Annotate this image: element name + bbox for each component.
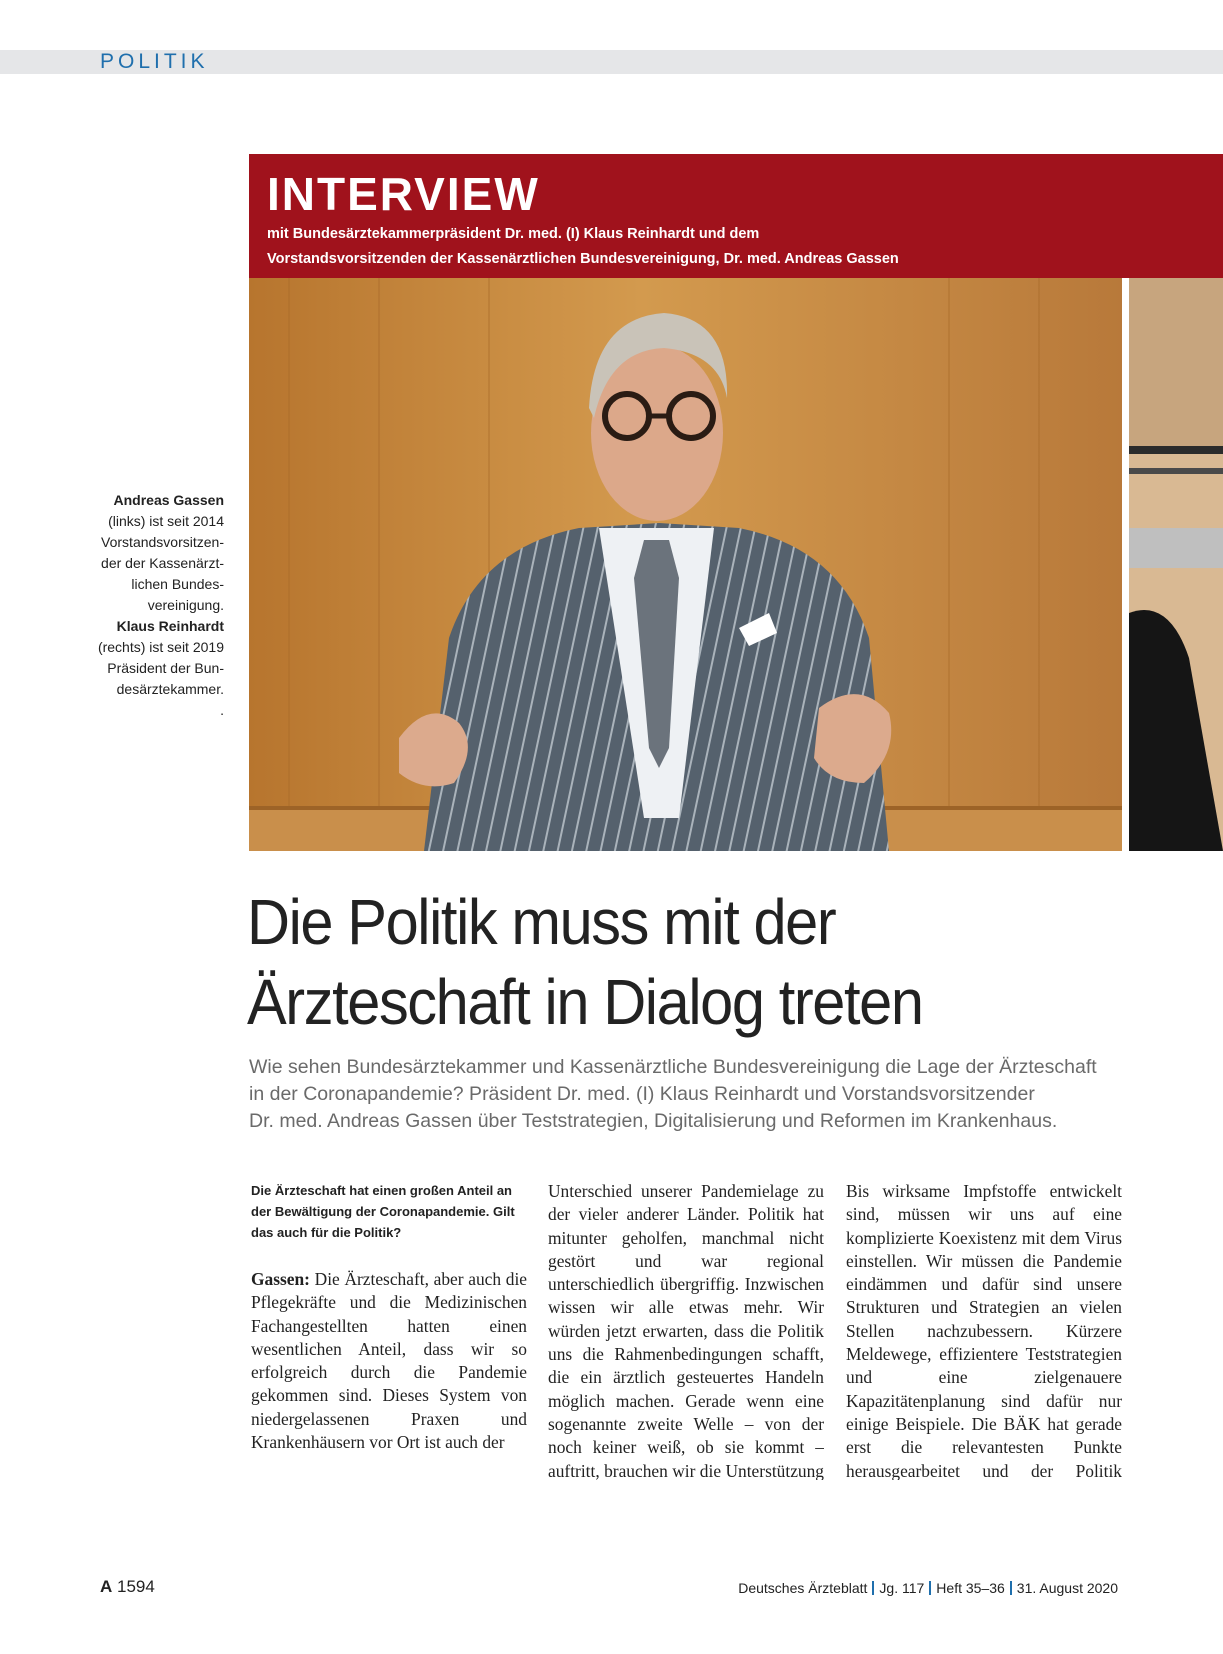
caption-line: . [220,702,224,718]
caption-line: Vorstandsvorsitzen- [101,534,224,550]
article-headline [247,882,1131,1042]
text-column-3 [846,1180,1122,1480]
answer-paragraph [251,1268,527,1454]
journal-name: Deutsches Ärzteblatt [738,1580,868,1596]
text-column-1 [251,1180,527,1477]
answer-paragraph: Bis wirksame Impfstoffe entwickelt sind, müssen wir uns auf eine komplizierte Koexistenz mit dem Virus einstellen. Wir müssen die Pandemie eindämmen und dafür sind unsere Strukturen und Strategien an vielen Stellen nachzubessern. Kürzere Meldewege, effizientere Teststrategien und eine zielgenauere Kapazitätenplanung sind dafür nur einige Beispiele. Die BÄK hat gerade erst die relevantesten Punkte herausgearbeitet und der Politik [846,1181,1122,1480]
caption-line: desärztekammer. [116,681,224,697]
speaker-label: Gassen: [251,1269,315,1289]
banner-kicker: INTERVIEW [267,168,540,220]
banner-subtitle-line: Vorstandsvorsitzenden der Kassenärztlichen Bundesvereinigung, Dr. med. Andreas Gassen [267,251,899,267]
article-lead [249,1054,1209,1135]
page-number-value: 1594 [117,1577,155,1596]
footer-separator [929,1581,931,1595]
footer-separator [872,1581,874,1595]
issue: Heft 35–36 [936,1580,1005,1596]
answer-paragraph: Unterschied unserer Pandemielage zu der vieler anderer Länder. Politik hat mitunter geholfen, manchmal nicht gestört und war regional unterschiedlich übergriffig. Inzwischen wissen wir alle etwas mehr. Wir würden jetzt erwarten, dass die Politik uns die Rahmenbedingungen schafft, die ein ärztlich gesteuertes Handeln möglich machen. Gerade wenn eine sogenannte zweite Welle – von der noch keiner weiß, ob sie kommt – auftritt, brauchen wir die Unterstützung [548,1181,824,1480]
page-number [100,1577,155,1597]
page-letter: A [100,1577,113,1596]
footer-separator [1010,1581,1012,1595]
caption-line: (rechts) ist seit 2019 [97,639,224,655]
caption-line: Präsident der Bun- [107,660,224,676]
interview-photo [249,278,1122,851]
caption-line: (links) ist seit 2014 [108,513,224,529]
interview-question: Die Ärzteschaft hat einen großen Anteil an der Bewältigung der Coronapandemie. Gilt das auch für die Politik? [251,1183,515,1240]
issue-date: 31. August 2020 [1016,1580,1118,1596]
answer-text: Die Ärzteschaft, aber auch die Pflegekräfte und die Medizinischen Fachangestellten hatten einen wesentlichen Anteil, dass wir so erfolgreich durch die Pandemie gekommen sind. Dieses System von niedergelassenen Praxen und Krankenhäusern vor Ort ist auch der [251,1269,527,1453]
volume: Jg. 117 [879,1580,925,1596]
lead-line: in der Coronapandemie? Präsident Dr. med. (I) Klaus Reinhardt und Vorstandsvorsitzender [249,1083,1035,1105]
lead-line: Wie sehen Bundesärztekammer und Kassenärztliche Bundesvereinigung die Lage der Ärzteschaft [249,1056,1097,1078]
footer-info [738,1580,1118,1596]
section-label: POLITIK [100,50,209,73]
interview-photo-right [1129,278,1223,851]
caption-name: Klaus Reinhardt [116,618,224,634]
banner-subtitle-line: mit Bundesärztekammerpräsident Dr. med. (I) Klaus Reinhardt und dem [267,226,760,242]
interview-banner [249,154,1223,278]
headline-line: Ärzteschaft in Dialog treten [247,966,923,1038]
caption-line: vereinigung. [147,597,224,613]
photo-caption [60,490,224,721]
caption-line: lichen Bundes- [131,576,224,592]
headline-line: Die Politik muss mit der [247,886,836,958]
caption-line: der der Kassenärzt- [101,555,224,571]
caption-name: Andreas Gassen [113,492,224,508]
lead-line: Dr. med. Andreas Gassen über Teststrategien, Digitalisierung und Reformen im Krankenhaus. [249,1110,1058,1132]
banner-subtitle [267,222,1207,272]
text-column-2 [548,1180,824,1480]
